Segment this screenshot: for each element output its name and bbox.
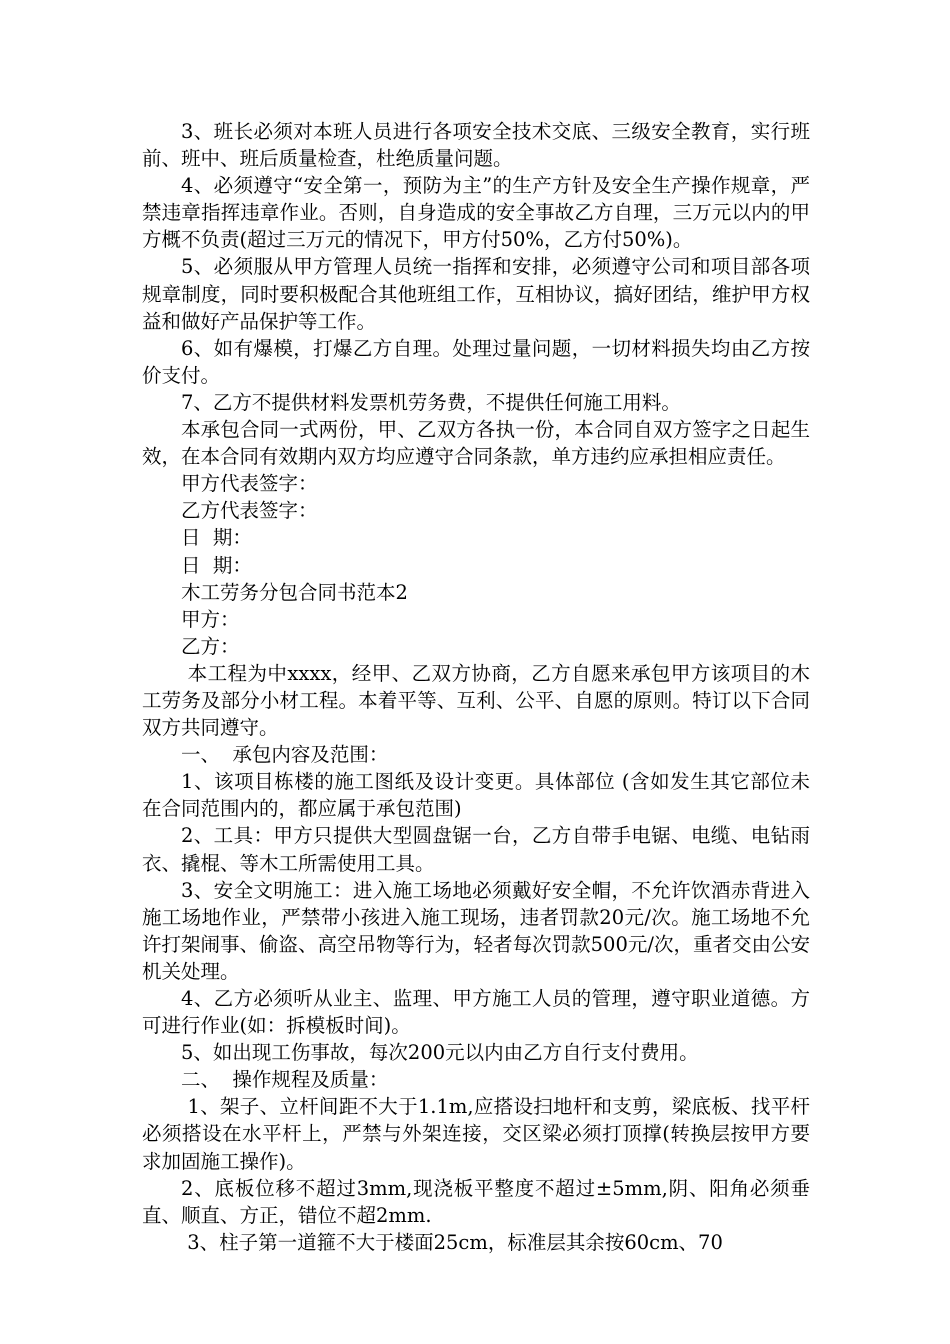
party-b-line: 乙方： (181, 634, 240, 658)
party-b-signature-line: 乙方代表签字： (181, 499, 318, 523)
paragraph-intro: 本工程为中xxxx，经甲、乙双方协商，乙方自愿来承包甲方该项目的木工劳务及部分小材工程。本着平等、互利、公平、自愿的原则。特订以下合同双方共同遵守。 (142, 661, 810, 740)
paragraph-3: 5、必须服从甲方管理人员统一指挥和安排，必须遵守公司和项目部各项规章制度，同时要积极配合其他班组工作，互相协议，搞好团结，维护甲方权益和做好产品保护等工作。 (142, 255, 810, 333)
party-a-line: 甲方： (181, 607, 240, 631)
paragraph-6: 本承包合同一式两份，甲、乙双方各执一份，本合同自双方签字之日起生效，在本合同有效期内双方均应遵守合同条款，单方违约应承担相应责任。 (142, 418, 810, 469)
paragraph-scope-5: 5、如出现工伤事故，每次200元以内由乙方自行支付费用。 (181, 1041, 699, 1065)
paragraph-2: 4、必须遵守“安全第一，预防为主”的生产方针及安全生产操作规章，严禁违章指挥违章作业。否则，自身造成的安全事故乙方自理，三万元以内的甲方概不负责(超过三万元的情况下，甲方付50%，乙方付50%)。 (142, 174, 810, 252)
paragraph-scope-3: 3、安全文明施工：进入施工场地必须戴好安全帽，不允许饮酒赤背进入施工场地作业，严禁带小孩进入施工现场，违者罚款20元/次。施工场地不允许打架闹事、偷盗、高空吊物等行为，轻者每次罚款500元/次，重者交由公安机关处理。 (142, 878, 810, 983)
paragraph-scope-1: 1、该项目栋楼的施工图纸及设计变更。具体部位 (含如发生其它部位未在合同范围内的，都应属于承包范围) (142, 770, 810, 821)
paragraph-5: 7、乙方不提供材料发票机劳务费，不提供任何施工用料。 (181, 390, 681, 414)
paragraph-4: 6、如有爆模，打爆乙方自理。处理过量问题，一切材料损失均由乙方按价支付。 (142, 336, 810, 387)
paragraph-quality-1: 1、架子、立杆间距不大于1.1m,应搭设扫地杆和支剪，梁底板、找平杆必须搭设在水平杆上，严禁与外架连接，交区梁必须打顶撑(转换层按甲方要求加固施工操作)。 (142, 1095, 811, 1173)
paragraph-quality-3: 3、柱子第一道箍不大于楼面25cm，标准层其余按60cm、70 (181, 1230, 723, 1254)
paragraph-1: 3、班长必须对本班人员进行各项安全技术交底、三级安全教育，实行班前、班中、班后质量检查，杜绝质量问题。 (142, 120, 810, 171)
document-page (142, 118, 810, 1256)
date-line-2: 日 期： (181, 553, 252, 577)
paragraph-scope-4: 4、乙方必须听从业主、监理、甲方施工人员的管理，遵守职业道德。方可进行作业(如：拆模板时间)。 (142, 987, 810, 1038)
party-a-signature-line: 甲方代表签字： (181, 472, 318, 496)
paragraph-scope-2: 2、工具：甲方只提供大型圆盘锯一台，乙方自带手电锯、电缆、电钻雨衣、撬棍、等木工所需使用工具。 (142, 824, 810, 875)
section-title: 木工劳务分包合同书范本2 (181, 580, 408, 604)
paragraph-quality-2: 2、底板位移不超过3mm,现浇板平整度不超过±5mm,阴、阳角必须垂直、顺直、方正，错位不超2mm. (142, 1176, 810, 1227)
date-line-1: 日 期： (181, 526, 252, 550)
heading-scope: 一、 承包内容及范围： (181, 743, 389, 767)
heading-quality: 二、 操作规程及质量： (181, 1068, 389, 1092)
